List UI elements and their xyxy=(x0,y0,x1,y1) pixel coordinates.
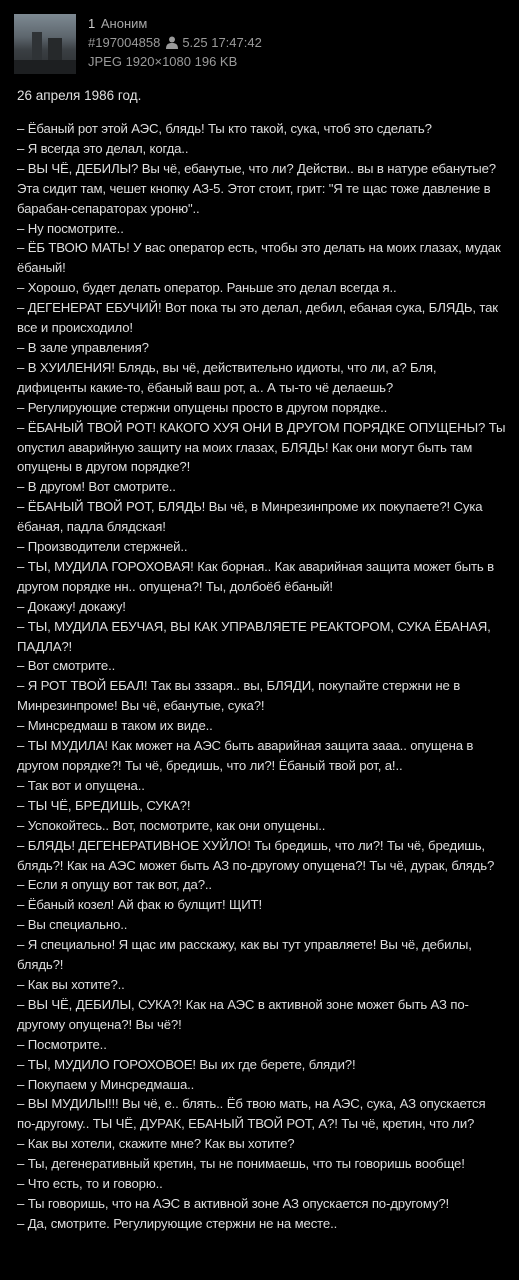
post-body-line: – ТЫ МУДИЛА! Как может на АЭС быть аварийная защита зааа.. опущена в другом порядке?! Ты чё, бредишь, что ли?! Ёбаный твой рот, а!.. xyxy=(17,738,474,773)
post-body-line: – ЁБ ТВОЮ МАТЬ! У вас оператор есть, чтобы это делать на моих глазах, мудак ёбаный! xyxy=(17,240,501,276)
post-header xyxy=(0,0,519,82)
post-body-line: – Посмотрите.. xyxy=(17,1036,107,1052)
post-author-row xyxy=(88,14,262,33)
post-id-row xyxy=(88,33,262,52)
post-body-line: – Как вы хотели, скажите мне? Как вы хотите? xyxy=(17,1136,295,1152)
person-icon xyxy=(166,35,178,48)
post-body-line: – Минсредмаш в таком их виде.. xyxy=(17,718,213,734)
post-body-line: – Ёбаный рот этой АЭС, блядь! Ты кто такой, сука, чтоб это сделать? xyxy=(17,121,432,136)
post-body-line: – Покупаем у Минсредмаша.. xyxy=(17,1076,195,1092)
post-meta xyxy=(88,14,262,71)
file-info[interactable]: JPEG 1920×1080 196 KB xyxy=(88,54,238,69)
post-author[interactable]: Аноним xyxy=(100,16,148,31)
image-thumbnail[interactable] xyxy=(14,14,76,74)
post-body-line: – Ёбаный козел! Ай фак ю булщит! ЩИТ! xyxy=(17,897,262,913)
post-body-line: – В зале управления? xyxy=(17,339,149,355)
post-body-line: – ВЫ ЧЁ, ДЕБИЛЫ? Вы чё, ебанутые, что ли? Действи.. вы в натуре ебанутые? Эта сидит там, чешет кнопку АЗ-5. Этот стоит, грит: "Я те щас тоже давление в барабан-сепараторах уроню".. xyxy=(17,160,496,216)
post-body-line: – ТЫ, МУДИЛА ЕБУЧАЯ, ВЫ КАК УПРАВЛЯЕТЕ РЕАКТОРОМ, СУКА ЁБАНАЯ, ПАДЛА?! xyxy=(17,618,491,654)
post-timestamp: 5.25 17:47:42 xyxy=(182,35,262,50)
post-body-line: – ТЫ, МУДИЛА ГОРОХОВАЯ! Как борная.. Как аварийная защита может быть в другом порядке нн.. опущена?! Ты, долбоёб ёбаный! xyxy=(17,558,494,594)
post-body-line: – Докажу! докажу! xyxy=(17,598,126,614)
post-body-line: – Так вот и опущена.. xyxy=(17,777,145,793)
post-body-line: – Если я опущу вот так вот, да?.. xyxy=(17,877,212,893)
post-body-line: – ДЕГЕНЕРАТ ЕБУЧИЙ! Вот пока ты это делал, дебил, ебаная сука, БЛЯДЬ, так все и происходило! xyxy=(17,300,498,336)
post-body-line: – Вот смотрите.. xyxy=(17,658,116,674)
thumbnail-ground-shape xyxy=(14,60,76,74)
thumbnail-tower-shape xyxy=(32,32,42,62)
post-body-line: – В другом! Вот смотрите.. xyxy=(17,479,176,495)
post-body xyxy=(17,119,507,1234)
post-body-line: – ЁБАНЫЙ ТВОЙ РОТ! КАКОГО ХУЯ ОНИ В ДРУГОМ ПОРЯДКЕ ОПУЩЕНЫ? Ты опустил аварийную защиту на моих глазах, БЛЯДЬ! Как они могут быть там опущены в другом порядке?! xyxy=(17,419,506,475)
post-body-line: – ВЫ ЧЁ, ДЕБИЛЫ, СУКА?! Как на АЭС в активной зоне может быть АЗ по-другому опущена?! Вы чё?! xyxy=(17,996,469,1032)
post-date-line: 26 апреля 1986 год. xyxy=(17,88,142,103)
post-body-line: – ЁБАНЫЙ ТВОЙ РОТ, БЛЯДЬ! Вы чё, в Минрезинпроме их покупаете?! Сука ёбаная, падла блядская! xyxy=(17,499,483,535)
post-body-line: – Я специально! Я щас им расскажу, как вы тут управляете! Вы чё, дебилы, блядь?! xyxy=(17,937,472,973)
post-body-line: – Вы специально.. xyxy=(17,917,128,933)
post-body-line: – Успокойтесь.. Вот, посмотрите, как они опущены.. xyxy=(17,817,326,833)
post-body-line: – ВЫ МУДИЛЫ!!! Вы чё, е.. блять.. Ёб твою мать, на АЭС, сука, АЗ опускается по-другому.. ТЫ ЧЁ, ДУРАК, ЕБАНЫЙ ТВОЙ РОТ, А?! Ты чё, кретин, что ли? xyxy=(17,1096,486,1132)
post-body-line: – Я РОТ ТВОЙ ЕБАЛ! Так вы зззаря.. вы, БЛЯДИ, покупайте стержни не в Минрезинпроме! Вы чё, ебанутые, сука?! xyxy=(17,678,461,714)
post-body-line: – Производители стержней.. xyxy=(17,539,188,555)
post-body-line: – Как вы хотите?.. xyxy=(17,976,125,992)
post-body-line: – ТЫ, МУДИЛО ГОРОХОВОЕ! Вы их где берете, бляди?! xyxy=(17,1056,356,1072)
post-index: 1 xyxy=(88,16,96,31)
post-body-line: – Ну посмотрите.. xyxy=(17,220,124,236)
post-body-line: – Я всегда это делал, когда.. xyxy=(17,140,189,156)
post-body-line: – Да, смотрите. Регулирующие стержни не на месте.. xyxy=(17,1215,338,1231)
post-body-line: – ТЫ ЧЁ, БРЕДИШЬ, СУКА?! xyxy=(17,797,191,813)
post-id[interactable]: #197004858 xyxy=(88,35,161,50)
thumbnail-building-shape xyxy=(48,38,62,62)
post-body-line: – Регулирующие стержни опущены просто в другом порядке.. xyxy=(17,399,388,415)
post-body-line: – Ты, дегенеративный кретин, ты не понимаешь, что ты говоришь вообще! xyxy=(17,1156,465,1172)
post-body-line: – В ХУИЛЕНИЯ! Блядь, вы чё, действительно идиоты, что ли, а? Бля, дифиценты какие-то, ёбаный ваш рот, а.. А ты-то чё делаешь? xyxy=(17,359,437,395)
post-body-line: – Что есть, то и говорю.. xyxy=(17,1176,163,1192)
post-body-line: – Хорошо, будет делать оператор. Раньше это делал всегда я.. xyxy=(17,280,397,296)
post-body-line: – Ты говоришь, что на АЭС в активной зоне АЗ опускается по-другому?! xyxy=(17,1195,450,1211)
post-body-line: – БЛЯДЬ! ДЕГЕНЕРАТИВНОЕ ХУЙЛО! Ты бредишь, что ли?! Ты чё, бредишь, блядь?! Как на АЭС может быть АЗ по-другому опущена?! Ты чё, дурак, блядь? xyxy=(17,837,495,873)
